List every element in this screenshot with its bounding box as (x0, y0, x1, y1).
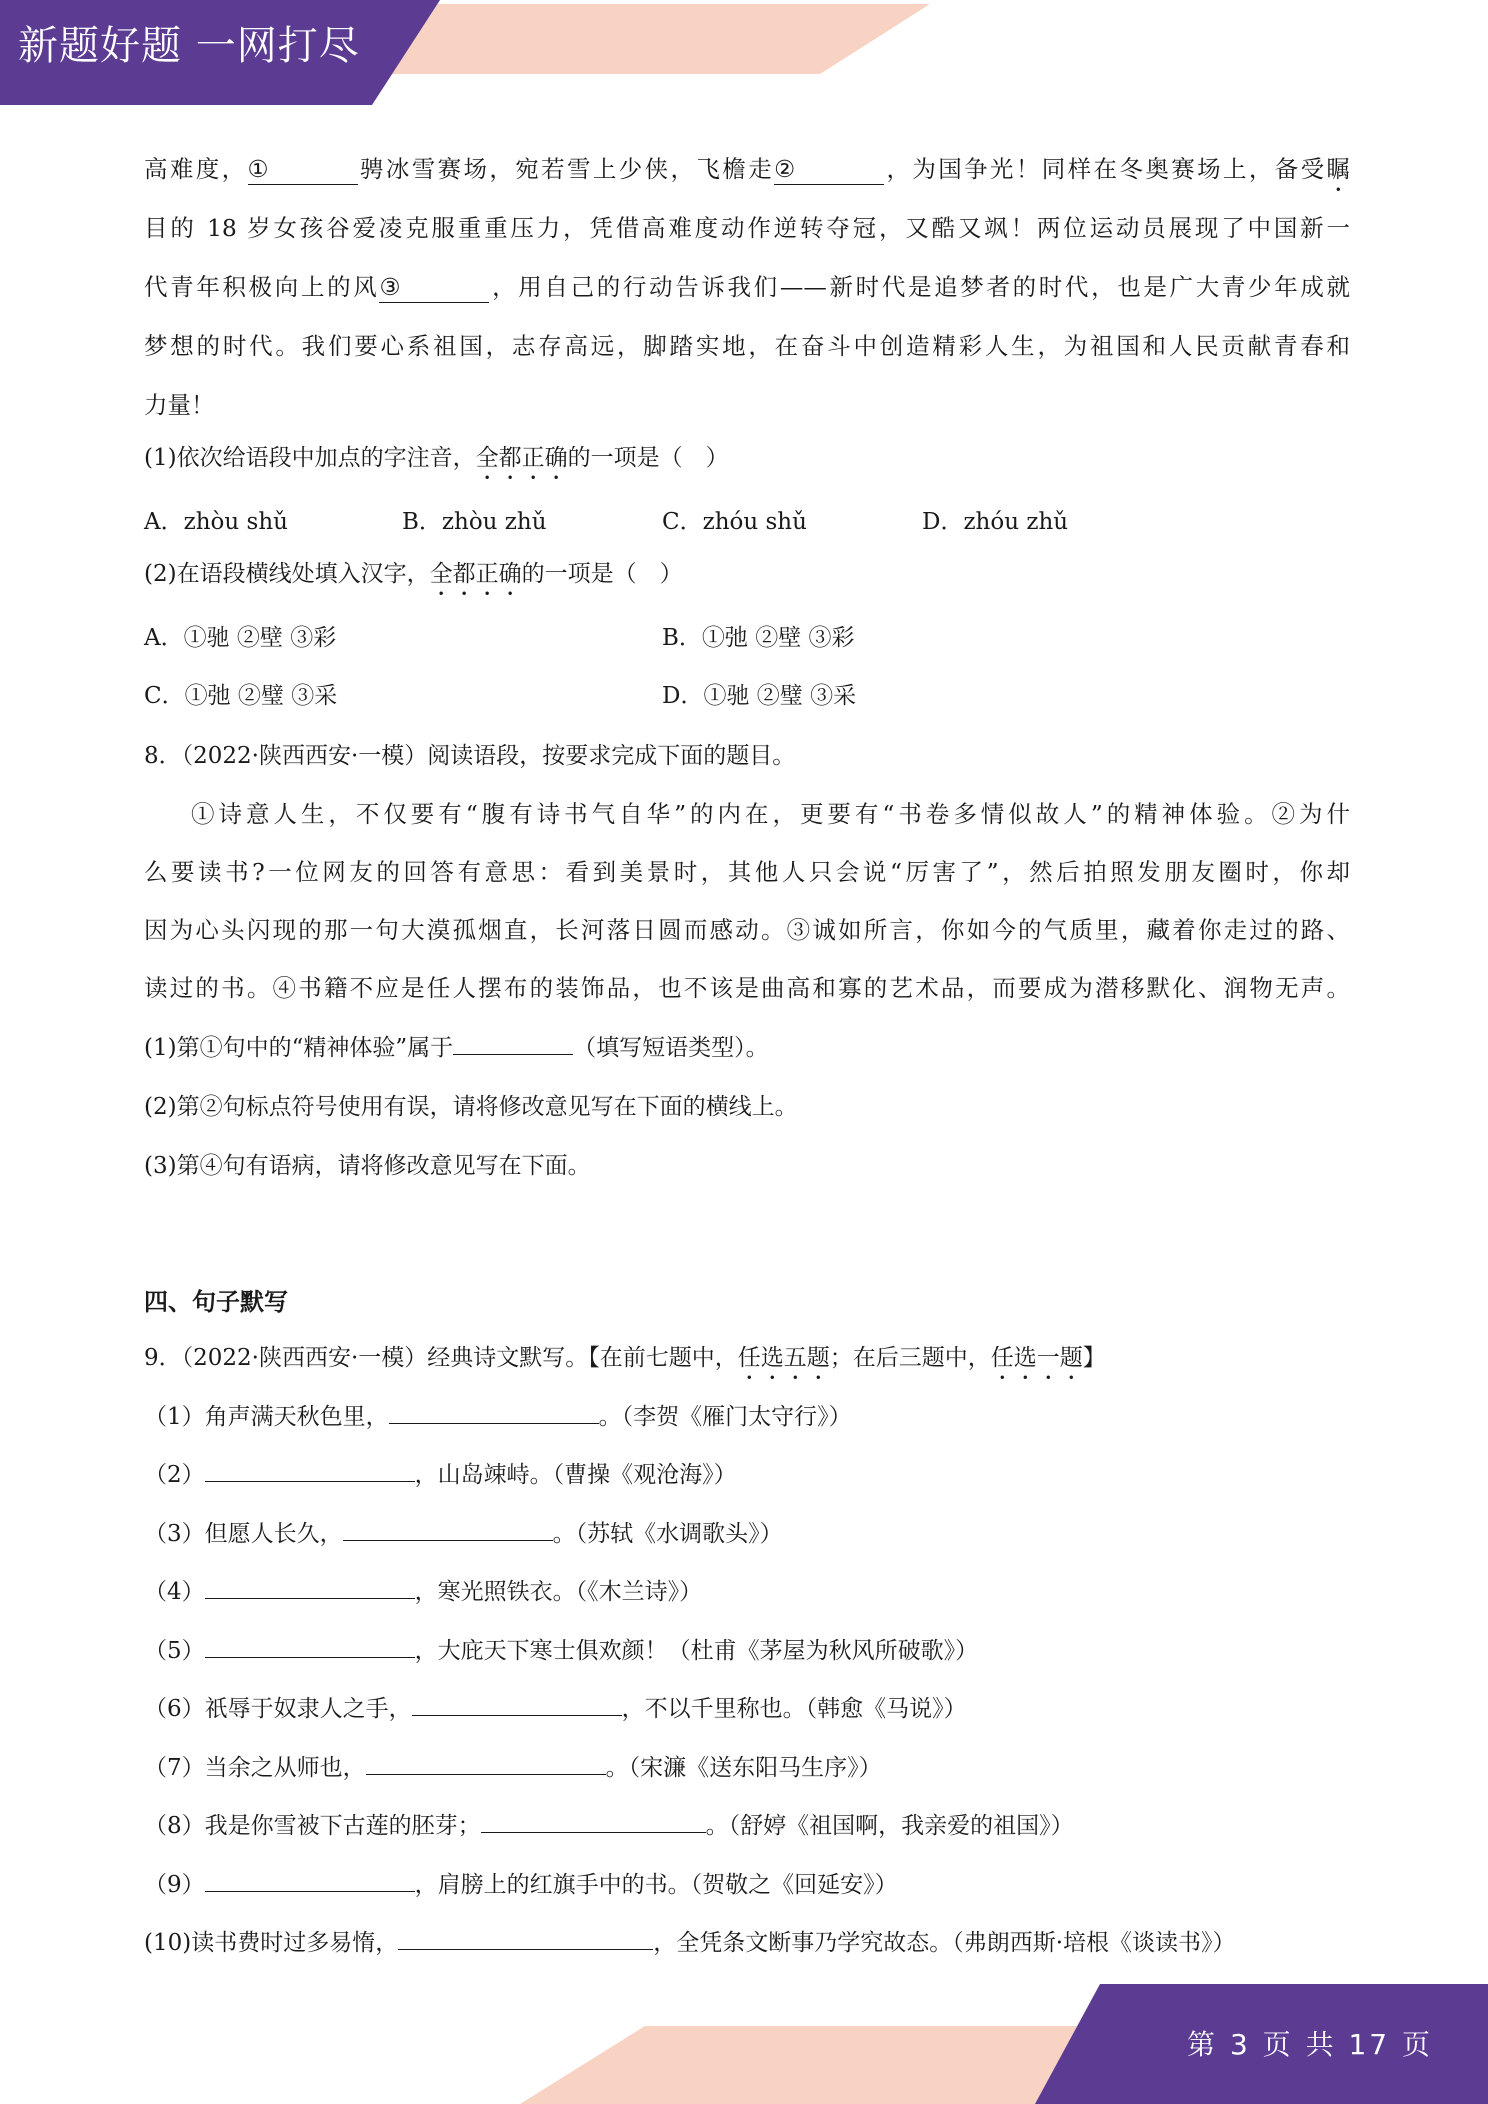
passage-line-4: 梦想的时代。我们要心系祖国，志存高远，脚踏实地，在奋斗中创造精彩人生，为祖国和人民贡献青春和 (144, 332, 1350, 360)
q7-2-option-d[interactable]: D．①驰 ②璧 ③采 (662, 683, 857, 709)
q7-2-option-a[interactable]: A．①驰 ②壁 ③彩 (144, 625, 337, 651)
poem-item-3: （3）但愿人长久， 。（苏轼《水调歌头》） (144, 1514, 1350, 1554)
passage-blank-2: ② (774, 155, 884, 185)
poem-blank[interactable] (343, 1516, 553, 1541)
passage-line-5: 力量！ (144, 391, 215, 419)
passage-line-3: 代青年积极向上的风③ ，用自己的行动告诉我们——新时代是追梦者的时代，也是广大青少年成就 (144, 258, 1350, 317)
answer-blank[interactable] (453, 1030, 573, 1055)
page-number: 第 3 页 共 17 页 (1187, 2028, 1433, 2061)
poem-item-5: （5） ，大庇天下寒士俱欢颜！（杜甫《茅屋为秋风所破歌》） (144, 1631, 1350, 1671)
question-9-title: 9．（2022·陕西西安·一模）经典诗文默写。【在前七题中，任选五题；在后三题中，任选一题】 (144, 1345, 1106, 1371)
poem-blank[interactable] (412, 1691, 622, 1716)
emphasis-text: 任选五题 (737, 1345, 830, 1371)
poem-blank[interactable] (481, 1808, 706, 1833)
poem-item-2: （2） ，山岛竦峙。（曹操《观沧海》） (144, 1455, 1350, 1495)
q7-2-option-b[interactable]: B．①弛 ②壁 ③彩 (662, 625, 855, 651)
poem-item-8: （8）我是你雪被下古莲的胚芽； 。（舒婷《祖国啊，我亲爱的祖国》） (144, 1806, 1350, 1846)
q7-1-option-c[interactable]: C．zhóu shǔ (662, 509, 807, 535)
question-8-title: 8．（2022·陕西西安·一模）阅读语段，按要求完成下面的题目。 (144, 743, 796, 769)
q8-para-line-2: 么要读书?一位网友的回答有意思：看到美景时，其他人只会说“厉害了”，然后拍照发朋友圈时，你却 (144, 858, 1350, 886)
q8-sub-3: (3)第④句有语病，请将修改意见写在下面。 (144, 1153, 591, 1179)
passage-blank-3: ③ (379, 273, 489, 303)
poem-item-1: （1）角声满天秋色里， 。（李贺《雁门太守行》） (144, 1397, 1350, 1437)
poem-blank[interactable] (205, 1633, 415, 1658)
question-7-1-stem: (1)依次给语段中加点的字注音，全都正确的一项是（ ） (144, 445, 729, 471)
header-title: 新题好题 一网打尽 (18, 23, 360, 69)
poem-blank[interactable] (366, 1750, 606, 1775)
q8-sub-1: (1)第①句中的“精神体验”属于 （填写短语类型）。 (144, 1028, 1350, 1068)
poem-blank[interactable] (205, 1574, 415, 1599)
q7-1-option-a[interactable]: A．zhòu shǔ (144, 509, 288, 535)
poem-item-10: (10)读书费时过多易惰， ，全凭条文断事乃学究故态。（弗朗西斯·培根《谈读书》） (144, 1923, 1350, 1963)
emphasis-text: 全都正确 (429, 561, 522, 587)
q8-sub-2: (2)第②句标点符号使用有误，请将修改意见写在下面的横线上。 (144, 1094, 798, 1120)
q8-para-line-1: ①诗意人生，不仅要有“腹有诗书气自华”的内在，更要有“书卷多情似故人”的精神体验。②为什 (191, 800, 1350, 828)
poem-item-4: （4） ，寒光照铁衣。（《木兰诗》） (144, 1572, 1350, 1612)
poem-item-7: （7）当余之从师也， 。（宋濂《送东阳马生序》） (144, 1748, 1350, 1788)
question-7-2-stem: (2)在语段横线处填入汉字，全都正确的一项是（ ） (144, 561, 683, 587)
poem-item-9: （9） ，肩膀上的红旗手中的书。（贺敬之《回延安》） (144, 1865, 1350, 1905)
poem-item-6: （6）祇辱于奴隶人之手， ，不以千里称也。（韩愈《马说》） (144, 1689, 1350, 1729)
poem-blank[interactable] (389, 1399, 599, 1424)
q7-2-option-c[interactable]: C．①弛 ②璧 ③采 (144, 683, 338, 709)
q7-1-option-b[interactable]: B．zhòu zhǔ (402, 509, 547, 535)
dotted-char: 瞩 (1326, 155, 1351, 183)
q8-para-line-4: 读过的书。④书籍不应是任人摆布的装饰品，也不该是曲高和寡的艺术品，而要成为潜移默化、润物无声。 (144, 974, 1350, 1002)
q8-para-line-3: 因为心头闪现的那一句大漠孤烟直，长河落日圆而感动。③诚如所言，你如今的气质里，藏着你走过的路、 (144, 916, 1350, 944)
passage-line-1: 高难度，① 骋冰雪赛场，宛若雪上少侠，飞檐走② ，为国争光！同样在冬奥赛场上，备受瞩 (144, 140, 1350, 199)
poem-blank[interactable] (398, 1925, 653, 1950)
poem-blank[interactable] (205, 1457, 415, 1482)
emphasis-text: 全都正确 (475, 445, 568, 471)
section-title: 四、句子默写 (144, 1288, 288, 1316)
passage-blank-1: ① (248, 155, 358, 185)
passage-line-2: 目的 18 岁女孩谷爱凌克服重重压力，凭借高难度动作逆转夺冠，又酷又飒！两位运动员展现了中国新一 (144, 214, 1350, 242)
footer-peach-stripe (520, 2026, 1080, 2104)
poem-blank[interactable] (205, 1867, 415, 1892)
emphasis-text: 任选一题 (990, 1345, 1083, 1371)
q7-1-option-d[interactable]: D．zhóu zhǔ (922, 509, 1069, 535)
